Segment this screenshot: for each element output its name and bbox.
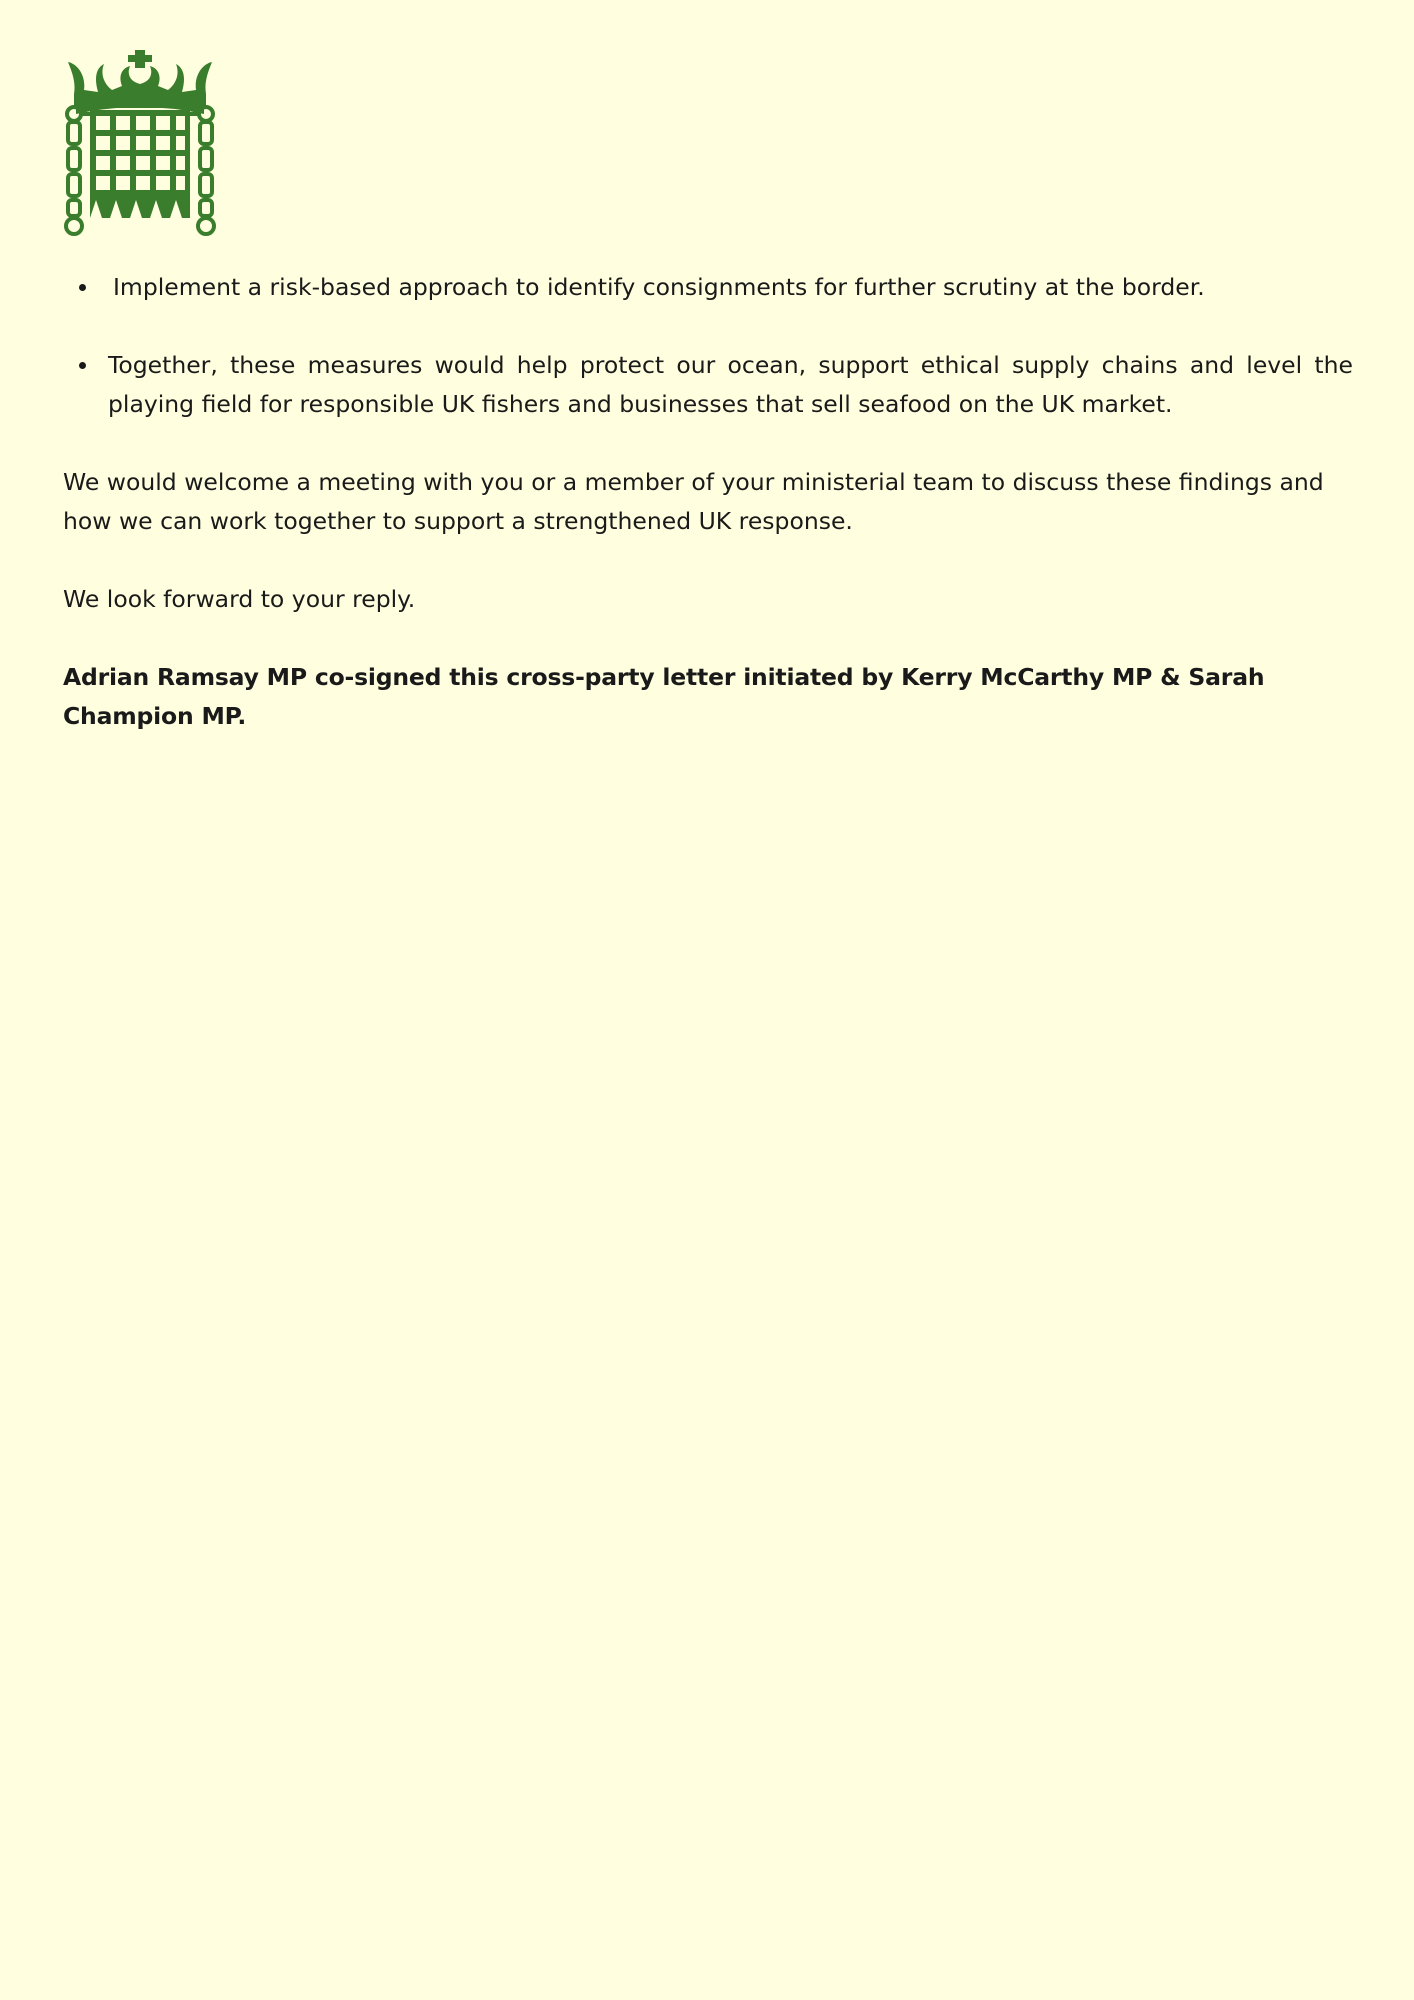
bullet-icon <box>79 362 86 369</box>
signature-note: Adrian Ramsay MP co-signed this cross-party letter initiated by Kerry McCarthy MP & Sarah Champion MP. <box>63 663 1265 730</box>
portcullis-crown-icon <box>64 50 216 238</box>
meeting-paragraph: We would welcome a meeting with you or a member of your ministerial team to discuss these findings and how we can work together to support a strengthened UK response. <box>63 468 1324 535</box>
list-item-text: Implement a risk-based approach to identify consignments for further scrutiny at the border. <box>113 273 1205 301</box>
closing-paragraph: We look forward to your reply. <box>63 585 416 613</box>
list-item-text: Together, these measures would help protect our ocean, support ethical supply chains and level the playing field for responsible UK fishers and businesses that sell seafood on the UK market. <box>108 351 1353 418</box>
list-item <box>63 268 1353 307</box>
list-item <box>63 346 1353 424</box>
bullet-icon <box>79 284 86 291</box>
measures-list <box>63 268 1353 424</box>
letter-body <box>63 268 1353 775</box>
